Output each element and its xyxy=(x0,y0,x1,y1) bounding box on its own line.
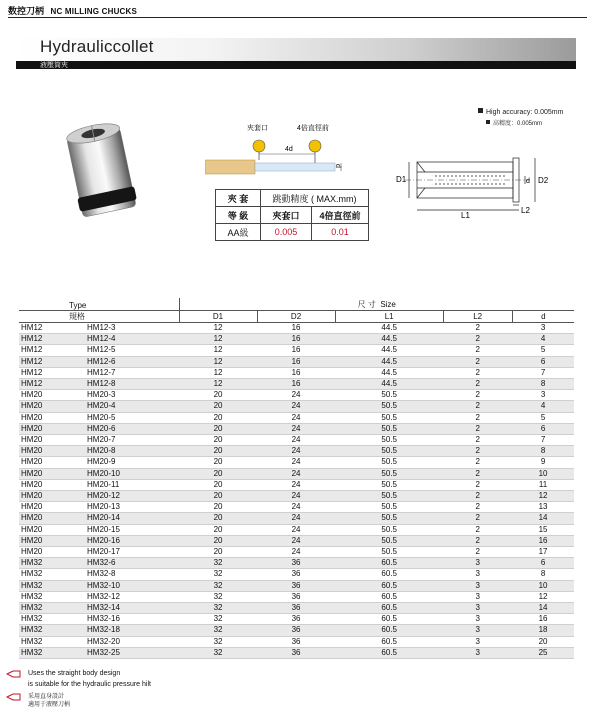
table-cell: 60.5 xyxy=(381,569,397,579)
table-cell: 17 xyxy=(538,547,548,557)
table-cell: 2 xyxy=(475,479,480,489)
table-cell: HM20-6 xyxy=(87,423,116,433)
table-cell: HM32 xyxy=(21,647,43,657)
table-row xyxy=(19,323,574,334)
table-cell: HM20-5 xyxy=(87,412,116,422)
table-row xyxy=(19,479,574,490)
table-cell: HM12 xyxy=(21,323,43,332)
spec-cell: AA級 xyxy=(216,224,261,241)
table-cell: 60.5 xyxy=(381,636,397,646)
table-cell: 16 xyxy=(291,334,301,344)
table-cell: 44.5 xyxy=(381,323,397,332)
table-cell: 24 xyxy=(291,457,301,467)
table-cell: 44.5 xyxy=(381,334,397,344)
header-rule xyxy=(8,17,587,18)
table-cell: 14 xyxy=(538,603,548,613)
table-cell: 2 xyxy=(475,502,480,512)
table-cell: 12 xyxy=(538,591,548,601)
header-type-cn: 規格 xyxy=(19,311,179,323)
table-cell: 20 xyxy=(213,401,223,411)
table-cell: 11 xyxy=(538,479,548,489)
table-cell: 20 xyxy=(213,535,223,545)
table-cell: 24 xyxy=(291,513,301,523)
table-cell: 5 xyxy=(540,412,546,422)
page-header xyxy=(8,4,137,17)
table-cell: 2 xyxy=(475,491,480,501)
table-cell: 50.5 xyxy=(381,435,397,445)
header-chinese: 数控刀柄 xyxy=(8,6,45,16)
table-cell: HM12-8 xyxy=(87,379,116,389)
table-row xyxy=(19,569,574,580)
notes xyxy=(28,668,151,709)
table-cell: HM20-16 xyxy=(87,535,120,545)
label-collet-mouth: 夾套口 xyxy=(247,125,268,132)
table-cell: 20 xyxy=(213,513,223,523)
table-cell: 6 xyxy=(540,558,546,568)
table-cell: 2 xyxy=(475,513,480,523)
table-cell: HM32-8 xyxy=(87,569,116,579)
table-cell: HM12 xyxy=(21,334,43,344)
collet-size-table xyxy=(19,298,574,659)
label-D2: D2 xyxy=(538,176,549,185)
table-cell: 5 xyxy=(540,345,546,355)
table-cell: HM20-10 xyxy=(87,468,120,478)
table-cell: 20 xyxy=(213,524,223,534)
header-size xyxy=(179,298,574,311)
table-cell: 50.5 xyxy=(381,446,397,456)
table-cell: 3 xyxy=(475,591,480,601)
table-row xyxy=(19,356,574,367)
table-cell: 32 xyxy=(213,625,223,635)
table-cell: 8 xyxy=(540,379,546,389)
table-cell: 50.5 xyxy=(381,390,397,400)
table-cell: 60.5 xyxy=(381,625,397,635)
table-row xyxy=(19,558,574,569)
page-title: Hydrauliccollet xyxy=(40,37,154,56)
table-cell: HM32 xyxy=(21,569,43,579)
table-cell: HM20-4 xyxy=(87,401,116,411)
table-cell: HM20 xyxy=(21,435,43,445)
table-cell: 36 xyxy=(291,636,301,646)
table-cell: 3 xyxy=(475,580,480,590)
table-row xyxy=(19,401,574,412)
table-cell: 36 xyxy=(291,569,301,579)
table-cell: 16 xyxy=(538,614,548,624)
table-cell: 24 xyxy=(291,535,301,545)
header-size-en: Size xyxy=(380,300,396,309)
runout-measurement-sketch xyxy=(205,118,355,184)
table-cell: 2 xyxy=(475,412,480,422)
hand-pointer-icon xyxy=(6,692,22,702)
collet-dimension-drawing xyxy=(395,150,570,222)
table-cell: HM20-7 xyxy=(87,435,116,445)
table-cell: 24 xyxy=(291,423,301,433)
table-cell: HM20 xyxy=(21,524,43,534)
table-cell: HM32 xyxy=(21,603,43,613)
table-cell: HM32 xyxy=(21,558,43,568)
spec-cell: 4倍直徑前 xyxy=(312,207,369,224)
table-row xyxy=(19,435,574,446)
table-cell: 60.5 xyxy=(381,580,397,590)
table-cell: 3 xyxy=(475,558,480,568)
table-cell: 10 xyxy=(538,468,548,478)
accuracy-en-text: High accuracy: 0.005mm xyxy=(486,109,564,116)
hand-pointer-icon xyxy=(6,669,22,679)
table-cell: 2 xyxy=(475,367,480,377)
table-cell: HM20 xyxy=(21,390,43,400)
table-cell: 16 xyxy=(291,345,301,355)
dial-gauge-icon xyxy=(253,140,265,152)
table-cell: 36 xyxy=(291,647,301,657)
table-cell: HM20 xyxy=(21,535,43,545)
table-cell: 24 xyxy=(291,502,301,512)
label-L1: L1 xyxy=(461,211,470,220)
bullet-square-icon xyxy=(486,120,490,124)
table-cell: 32 xyxy=(213,647,223,657)
table-cell: 2 xyxy=(475,356,480,366)
table-cell: 8 xyxy=(540,569,546,579)
table-cell: 24 xyxy=(291,547,301,557)
table-cell: 2 xyxy=(475,547,480,557)
table-cell: 3 xyxy=(475,647,480,657)
table-cell: 24 xyxy=(291,446,301,456)
table-cell: 2 xyxy=(475,379,480,389)
table-cell: 16 xyxy=(291,323,301,332)
table-cell: 24 xyxy=(291,390,301,400)
table-cell: 12 xyxy=(213,367,223,377)
table-cell: HM20-12 xyxy=(87,491,120,501)
table-cell: HM12-4 xyxy=(87,334,116,344)
table-cell: 50.5 xyxy=(381,513,397,523)
table-cell: 50.5 xyxy=(381,401,397,411)
spec-cell: 跳動精度 ( MAX.mm) xyxy=(261,190,369,207)
table-row xyxy=(19,468,574,479)
table-cell: HM20-17 xyxy=(87,547,120,557)
spec-cell: 夾套口 xyxy=(261,207,312,224)
table-cell: 20 xyxy=(213,547,223,557)
table-cell: HM32 xyxy=(21,625,43,635)
table-row xyxy=(19,379,574,390)
table-cell: HM20-11 xyxy=(87,479,120,489)
table-row xyxy=(19,535,574,546)
table-cell: 18 xyxy=(538,625,548,635)
table-cell: HM20 xyxy=(21,491,43,501)
column-header-d2: D2 xyxy=(257,311,335,323)
table-cell: HM20 xyxy=(21,479,43,489)
table-cell: HM20 xyxy=(21,547,43,557)
table-row xyxy=(19,636,574,647)
page-subtitle: 液壓筒夾 xyxy=(40,62,68,69)
spec-cell: 0.005 xyxy=(261,224,312,241)
table-cell: HM20 xyxy=(21,457,43,467)
table-cell: 24 xyxy=(291,412,301,422)
table-cell: 36 xyxy=(291,580,301,590)
table-cell: 50.5 xyxy=(381,457,397,467)
table-cell: HM20 xyxy=(21,401,43,411)
table-cell: 20 xyxy=(213,423,223,433)
table-cell: 44.5 xyxy=(381,379,397,389)
table-cell: 2 xyxy=(475,468,480,478)
spec-cell: 夾 套 xyxy=(216,190,261,207)
table-cell: 60.5 xyxy=(381,647,397,657)
table-cell: 7 xyxy=(540,435,546,445)
table-cell: 24 xyxy=(291,468,301,478)
accuracy-cn xyxy=(486,118,542,127)
runout-spec-table xyxy=(215,189,369,241)
table-cell: 12 xyxy=(538,491,548,501)
table-row xyxy=(19,502,574,513)
table-cell: HM20 xyxy=(21,423,43,433)
table-cell: 24 xyxy=(291,491,301,501)
table-cell: 3 xyxy=(475,625,480,635)
table-cell: 50.5 xyxy=(381,502,397,512)
table-cell: 50.5 xyxy=(381,491,397,501)
table-cell: 60.5 xyxy=(381,603,397,613)
table-cell: 36 xyxy=(291,558,301,568)
table-cell: 20 xyxy=(213,390,223,400)
table-cell: 36 xyxy=(291,603,301,613)
table-cell: 60.5 xyxy=(381,591,397,601)
subtitle-bar xyxy=(16,61,576,69)
table-cell: 20 xyxy=(213,457,223,467)
table-cell: HM20-8 xyxy=(87,446,116,456)
table-cell: 32 xyxy=(213,603,223,613)
table-cell: 4 xyxy=(540,401,546,411)
table-cell: HM12 xyxy=(21,367,43,377)
table-cell: 8 xyxy=(540,446,546,456)
table-cell: 2 xyxy=(475,345,480,355)
bullet-square-icon xyxy=(478,108,483,113)
table-cell: 2 xyxy=(475,435,480,445)
table-row xyxy=(19,334,574,345)
table-cell: HM12-5 xyxy=(87,345,116,355)
table-cell: 13 xyxy=(538,502,548,512)
table-cell: 50.5 xyxy=(381,479,397,489)
table-cell: 24 xyxy=(291,401,301,411)
table-cell: 44.5 xyxy=(381,345,397,355)
accuracy-en xyxy=(478,108,563,116)
table-cell: 3 xyxy=(540,390,546,400)
table-cell: 25 xyxy=(538,647,548,657)
table-cell: 32 xyxy=(213,591,223,601)
table-cell: 14 xyxy=(538,513,548,523)
table-cell: 20 xyxy=(213,446,223,456)
table-cell: 10 xyxy=(538,580,548,590)
table-cell: 32 xyxy=(213,614,223,624)
table-cell: 44.5 xyxy=(381,356,397,366)
note-cn-2: 適用于液壓刀柄 xyxy=(28,702,71,708)
table-cell: HM12 xyxy=(21,356,43,366)
table-cell: 50.5 xyxy=(381,535,397,545)
table-cell: 16 xyxy=(291,367,301,377)
table-cell: HM32 xyxy=(21,591,43,601)
table-row xyxy=(19,603,574,614)
label-4d: 4d xyxy=(285,146,293,153)
table-cell: HM32 xyxy=(21,580,43,590)
table-cell: 24 xyxy=(291,435,301,445)
column-header-l2: L2 xyxy=(443,311,512,323)
table-cell: 16 xyxy=(291,379,301,389)
table-cell: 20 xyxy=(213,468,223,478)
table-row xyxy=(19,367,574,378)
table-cell: 6 xyxy=(540,423,546,433)
table-cell: 3 xyxy=(475,603,480,613)
table-cell: 16 xyxy=(538,535,548,545)
table-cell: HM32-10 xyxy=(87,580,120,590)
table-cell: HM20 xyxy=(21,502,43,512)
table-cell: 12 xyxy=(213,379,223,389)
label-4d-front: 4倍直徑前 xyxy=(297,125,329,132)
table-cell: 2 xyxy=(475,535,480,545)
dial-gauge-icon xyxy=(309,140,321,152)
table-cell: 7 xyxy=(540,367,546,377)
table-cell: 3 xyxy=(475,569,480,579)
spec-cell: 等 級 xyxy=(216,207,261,224)
table-cell: 36 xyxy=(291,591,301,601)
table-cell: 12 xyxy=(213,323,223,332)
table-row xyxy=(19,423,574,434)
label-d-small: d xyxy=(526,178,530,185)
table-cell: 12 xyxy=(213,356,223,366)
table-row xyxy=(19,580,574,591)
table-cell: 20 xyxy=(213,435,223,445)
table-cell: 24 xyxy=(291,524,301,534)
note-en-1: Uses the straight body design xyxy=(28,670,121,677)
table-cell: 44.5 xyxy=(381,367,397,377)
table-row xyxy=(19,345,574,356)
table-cell: HM32-25 xyxy=(87,647,120,657)
table-row xyxy=(19,412,574,423)
table-cell: HM20 xyxy=(21,468,43,478)
table-cell: 24 xyxy=(291,479,301,489)
table-cell: HM32-14 xyxy=(87,603,120,613)
table-cell: 50.5 xyxy=(381,547,397,557)
column-header-d1: D1 xyxy=(179,311,257,323)
table-cell: 50.5 xyxy=(381,524,397,534)
table-cell: 50.5 xyxy=(381,468,397,478)
table-cell: 50.5 xyxy=(381,423,397,433)
table-row xyxy=(19,446,574,457)
table-cell: 20 xyxy=(213,479,223,489)
table-cell: 2 xyxy=(475,446,480,456)
table-cell: HM32-16 xyxy=(87,614,120,624)
table-cell: 2 xyxy=(475,390,480,400)
table-cell: 32 xyxy=(213,636,223,646)
table-cell: 3 xyxy=(475,636,480,646)
table-cell: 16 xyxy=(291,356,301,366)
column-header-l1: L1 xyxy=(335,311,443,323)
table-cell: HM32-12 xyxy=(87,591,120,601)
table-cell: HM20-15 xyxy=(87,524,120,534)
table-cell: HM20 xyxy=(21,513,43,523)
table-row xyxy=(19,591,574,602)
table-row xyxy=(19,491,574,502)
table-cell: HM32-18 xyxy=(87,625,120,635)
table-cell: HM12 xyxy=(21,345,43,355)
table-cell: HM32 xyxy=(21,614,43,624)
spec-cell: 0.01 xyxy=(312,224,369,241)
table-cell: HM20-3 xyxy=(87,390,116,400)
table-row xyxy=(19,390,574,401)
table-cell: 3 xyxy=(540,323,546,332)
note-cn xyxy=(28,693,151,709)
table-cell: HM20-14 xyxy=(87,513,120,523)
header-english: NC MILLING CHUCKS xyxy=(50,7,138,16)
header-type-en: Type xyxy=(69,301,87,310)
table-cell: HM20-9 xyxy=(87,457,116,467)
table-cell: 20 xyxy=(213,491,223,501)
table-cell: 50.5 xyxy=(381,412,397,422)
table-cell: 60.5 xyxy=(381,614,397,624)
table-cell: 2 xyxy=(475,423,480,433)
table-row xyxy=(19,625,574,636)
table-cell: 32 xyxy=(213,558,223,568)
label-d: d xyxy=(334,164,341,168)
table-cell: 20 xyxy=(213,502,223,512)
table-cell: 2 xyxy=(475,524,480,534)
table-cell: 12 xyxy=(213,345,223,355)
table-cell: HM12-3 xyxy=(87,323,116,332)
table-cell: HM20 xyxy=(21,412,43,422)
table-cell: 4 xyxy=(540,334,546,344)
table-row xyxy=(19,513,574,524)
table-cell: 20 xyxy=(213,412,223,422)
table-cell: 36 xyxy=(291,614,301,624)
table-cell: HM12-7 xyxy=(87,367,116,377)
table-row xyxy=(19,614,574,625)
table-cell: 32 xyxy=(213,580,223,590)
table-cell: 2 xyxy=(475,334,480,344)
header-size-cn: 尺 寸 xyxy=(357,300,376,309)
table-row xyxy=(19,524,574,535)
label-L2: L2 xyxy=(521,206,530,215)
table-row xyxy=(19,457,574,468)
table-row xyxy=(19,547,574,558)
table-cell: 6 xyxy=(540,356,546,366)
table-cell: HM20 xyxy=(21,446,43,456)
table-cell: HM20-13 xyxy=(87,502,120,512)
table-cell: 9 xyxy=(540,457,546,467)
table-cell: 20 xyxy=(538,636,548,646)
table-cell: 12 xyxy=(213,334,223,344)
accuracy-cn-text: 高精度：0.005mm xyxy=(493,121,543,127)
note-cn-1: 采用直身設計 xyxy=(28,694,65,700)
table-cell: HM12 xyxy=(21,379,43,389)
note-en-2: is suitable for the hydraulic pressure hilt xyxy=(28,681,151,688)
table-cell: HM32 xyxy=(21,636,43,646)
table-cell: 15 xyxy=(538,524,548,534)
table-cell: 2 xyxy=(475,401,480,411)
table-cell: HM32-20 xyxy=(87,636,120,646)
table-cell: 2 xyxy=(475,457,480,467)
column-header-d: d xyxy=(512,311,574,323)
table-cell: HM12-6 xyxy=(87,356,116,366)
table-cell: 60.5 xyxy=(381,558,397,568)
label-D1: D1 xyxy=(396,175,407,184)
table-cell: 36 xyxy=(291,625,301,635)
table-cell: 3 xyxy=(475,614,480,624)
collet-photo xyxy=(44,120,164,220)
table-cell: 2 xyxy=(475,323,480,332)
table-row xyxy=(19,647,574,658)
table-cell: 32 xyxy=(213,569,223,579)
table-cell: HM32-6 xyxy=(87,558,116,568)
